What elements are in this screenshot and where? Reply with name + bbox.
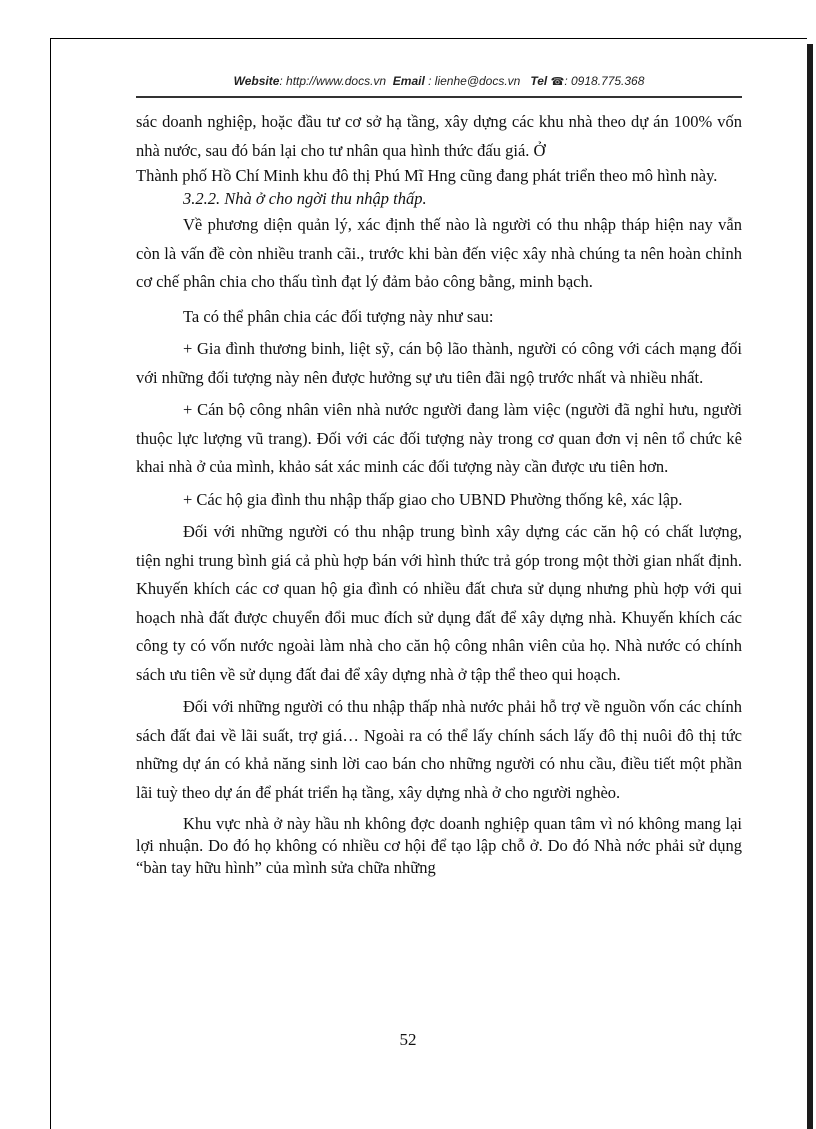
email-value: : lienhe@docs.vn xyxy=(428,74,521,88)
paragraph-7: + Các hộ gia đình thu nhập thấp giao cho UBND Phường thống kê, xác lập. xyxy=(183,489,683,509)
website-value: : http://www.docs.vn xyxy=(279,74,387,88)
document-body xyxy=(136,108,742,879)
paragraph-4: Ta có thể phân chia các đối tượng này như sau: xyxy=(183,306,494,326)
paragraph-1: sác doanh nghiệp, hoặc đầu tư cơ sở hạ tầng, xây dựng các khu nhà theo dự án 100% vốn nhà nước, sau đó bán lại cho tư nhân qua hình thức đấu giá. Ở xyxy=(136,112,742,160)
phone-icon: ☎ xyxy=(550,76,565,88)
paragraph-9: Đối với những người có thu nhập thấp nhà nước phải hỗ trợ về nguồn vốn các chính sách đất đai về lãi suất, trợ giá… Ngoài ra có thể lấy chính sách lấy đô thị nuôi đô thị tức những dự án có khả năng sinh lời cao bán cho những người có nhu cầu, điều tiết một phần lãi tuỳ theo dự án để phát triển hạ tầng, xây dựng nhà ở cho người nghèo. xyxy=(136,697,742,802)
page-header xyxy=(136,68,742,98)
page-number: 52 xyxy=(399,1030,417,1049)
paragraph-3: Về phương diện quản lý, xác định thế nào là người có thu nhập tháp hiện nay vẫn còn là vấn đề còn nhiều tranh cãi., trước khi bàn đến việc xây nhà chúng ta nên hoàn chỉnh cơ chế phân chia cho thấu tình đạt lý đảm bảo công bằng, minh bạch. xyxy=(136,215,742,291)
section-heading: 3.2.2. Nhà ở cho ngời thu nhập thấp. xyxy=(183,189,427,208)
paragraph-6: + Cán bộ công nhân viên nhà nước người đang làm việc (người đã nghỉ hưu, người thuộc lực lượng vũ trang). Đối với các đối tượng này trong cơ quan đơn vị nên tổ chức kê khai nhà ở của mình, khảo sát xác minh các đối tượng này cần được ưu tiên hơn. xyxy=(136,400,742,476)
paragraph-5: + Gia đình thương binh, liệt sỹ, cán bộ lão thành, người có công với cách mạng đối với những đối tượng này nên được hưởng sự ưu tiên đãi ngộ trước nhất và nhiều nhất. xyxy=(136,339,742,387)
paragraph-10: Khu vực nhà ở này hầu nh không đợc doanh nghiệp quan tâm vì nó không mang lại lợi nhuận. Do đó họ không có nhiều cơ hội để tạo lập chỗ ở. Do đó Nhà nớc phải sử dụng “bàn tay hữu hình” của mình sửa chữa những xyxy=(136,814,742,877)
email-label: Email xyxy=(392,74,425,88)
tel-label: Tel xyxy=(530,74,548,88)
paragraph-8: Đối với những người có thu nhập trung bình xây dựng các căn hộ có chất lượng, tiện nghi trung bình giá cả phù hợp bán với hình thức trả góp trong một thời gian nhất định. Khuyến khích các cơ quan hộ gia đình có nhiều đất chưa sử dụng nhưng phù hợp với qui hoạch nhà đất được chuyển đổi muc đích sử dụng đất để xây dựng nhà. Khuyến khích các công ty có vốn nước ngoài làm nhà cho căn hộ công nhân viên của họ. Nhà nước có chính sách ưu tiên về sử dụng đất đai để xây dựng nhà ở tập thể theo qui hoạch. xyxy=(136,522,742,684)
tel-value: : 0918.775.368 xyxy=(564,74,645,88)
paragraph-2: Thành phố Hồ Chí Minh khu đô thị Phú Mĩ Hng cũng đang phát triển theo mô hình này. xyxy=(136,166,718,185)
website-label: Website xyxy=(233,74,280,88)
